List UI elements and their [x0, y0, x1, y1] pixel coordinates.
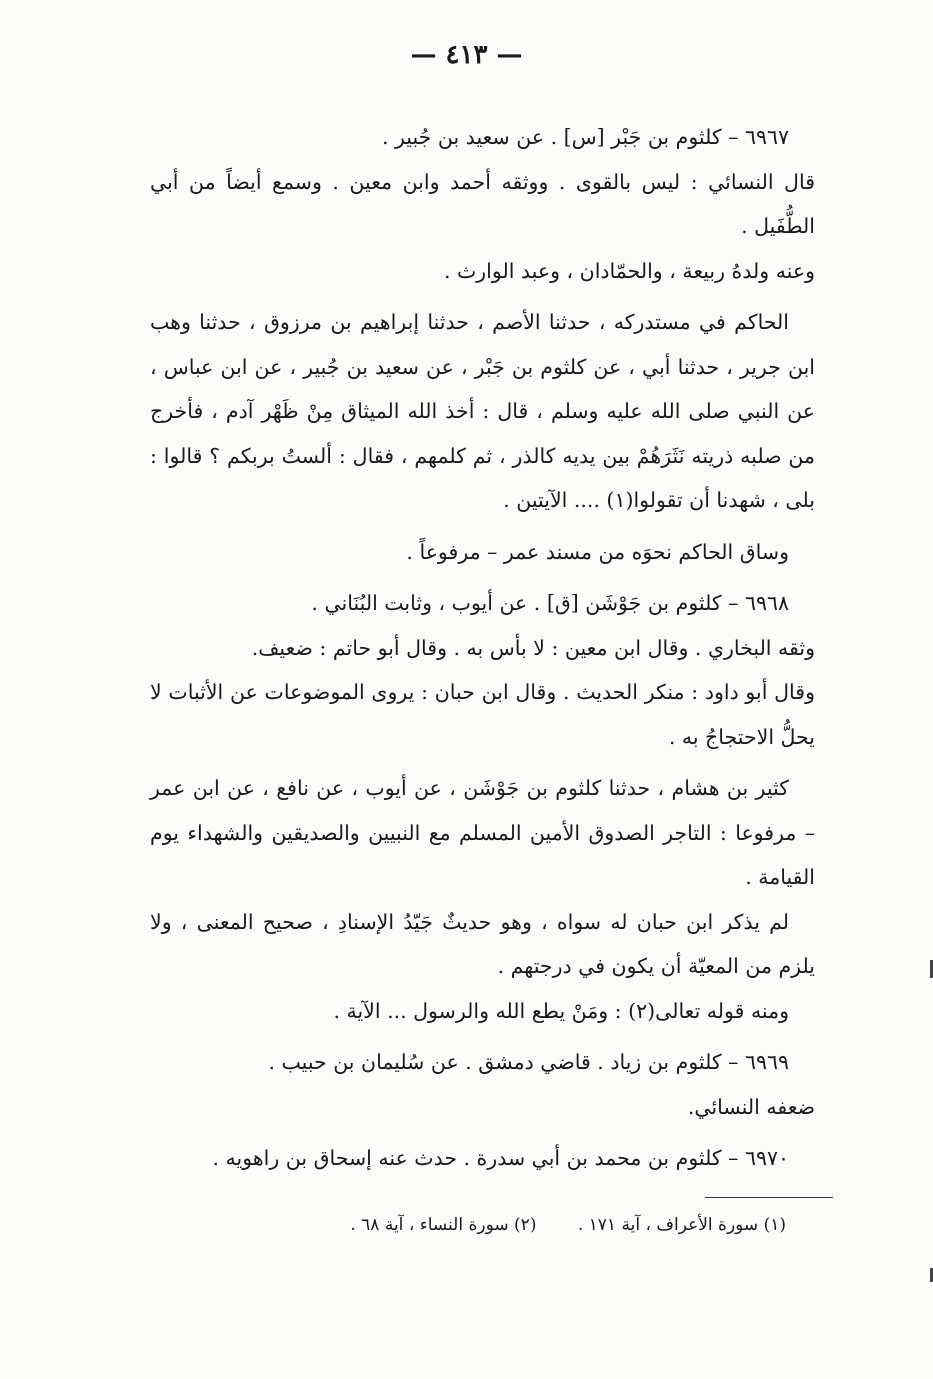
- entry-6968-heading: ٦٩٦٨ – كلثوم بن جَوْشَن [ق] . عن أيوب ، وثابت البُنَاني .: [311, 591, 789, 615]
- entry-6970-heading: ٦٩٧٠ – كلثوم بن محمد بن أبي سدرة . حدث عنه إسحاق بن راهويه .: [212, 1146, 789, 1170]
- entry-6967-hadith: الحاكم في مستدركه ، حدثنا الأصم ، حدثنا إبراهيم بن مرزوق ، حدثنا وهب ابن جرير ، حدثنا أبي ، عن كلثوم بن جَبْر ، عن سعيد بن جُبير ، عن ابن عباس ، عن النبي صلى الله عليه وسلم ، قال : أخذ الله الميثاق مِنْ ظَهْر آدم ، فأخرج من صلبه ذريته نَثَرَهُمْ بين يديه كالذر ، ثم كلمهم ، فقال : ألستُ بربكم ؟ قالوا : بلى ، شهدنا أن تقولوا(١) .... الآيتين .: [150, 310, 815, 512]
- entry-6967-students: وعنه ولدهُ ربيعة ، والحمّادان ، وعبد الوارث .: [443, 258, 815, 283]
- page-number: — ٤١٣ —: [410, 40, 523, 70]
- footnotes: [150, 1210, 786, 1240]
- entry-6967-nasai: قال النسائي : ليس بالقوى . ووثقه أحمد وابن معين . وسمع أيضاً من أبي الطُّفَيل .: [150, 169, 815, 238]
- entry-6968-verse: ومنه قوله تعالى(٢) : ومَنْ يطع الله والرسول ... الآية .: [333, 998, 789, 1023]
- footnote-2: (٢) سورة النساء ، آية ٦٨ .: [350, 1215, 537, 1235]
- entry-6969-heading: ٦٩٦٩ – كلثوم بن زياد . قاضي دمشق . عن سُليمان بن حبيب .: [268, 1050, 789, 1074]
- entry-6967-heading: ٦٩٦٧ – كلثوم بن جَبْر [س] . عن سعيد بن جُبير .: [381, 125, 789, 149]
- entry-6968-comment: لم يذكر ابن حبان له سواه ، وهو حديثٌ جَيّدُ الإسنادِ ، صحيح المعنى ، ولا يلزم من المعيّة أن يكون في درجتهم .: [150, 909, 815, 978]
- body-text: [150, 115, 815, 1181]
- entry-6968-tawthiq: وثقه البخاري . وقال ابن معين : لا بأس به . وقال أبو حاتم : ضعيف.: [251, 635, 815, 660]
- footnote-divider: [705, 1197, 833, 1198]
- entry-6967-note: وساق الحاكم نحوَه من مسند عمر – مرفوعاً .: [406, 539, 789, 564]
- entry-6969-note: ضعفه النسائي.: [687, 1094, 815, 1119]
- footnote-1: (١) سورة الأعراف ، آية ١٧١ .: [577, 1215, 786, 1235]
- entry-6968-abu-dawud: وقال أبو داود : منكر الحديث . وقال ابن حبان : يروى الموضوعات عن الأثبات لا يحلُّ الاحتجاجُ به .: [150, 680, 815, 749]
- entry-6968-hadith: كثير بن هشام ، حدثنا كلثوم بن جَوْشَن ، عن أيوب ، عن نافع ، عن ابن عمر – مرفوعا : التاجر الصدوق الأمين المسلم مع النبيين والصديقين والشهداء يوم القيامة .: [150, 776, 815, 889]
